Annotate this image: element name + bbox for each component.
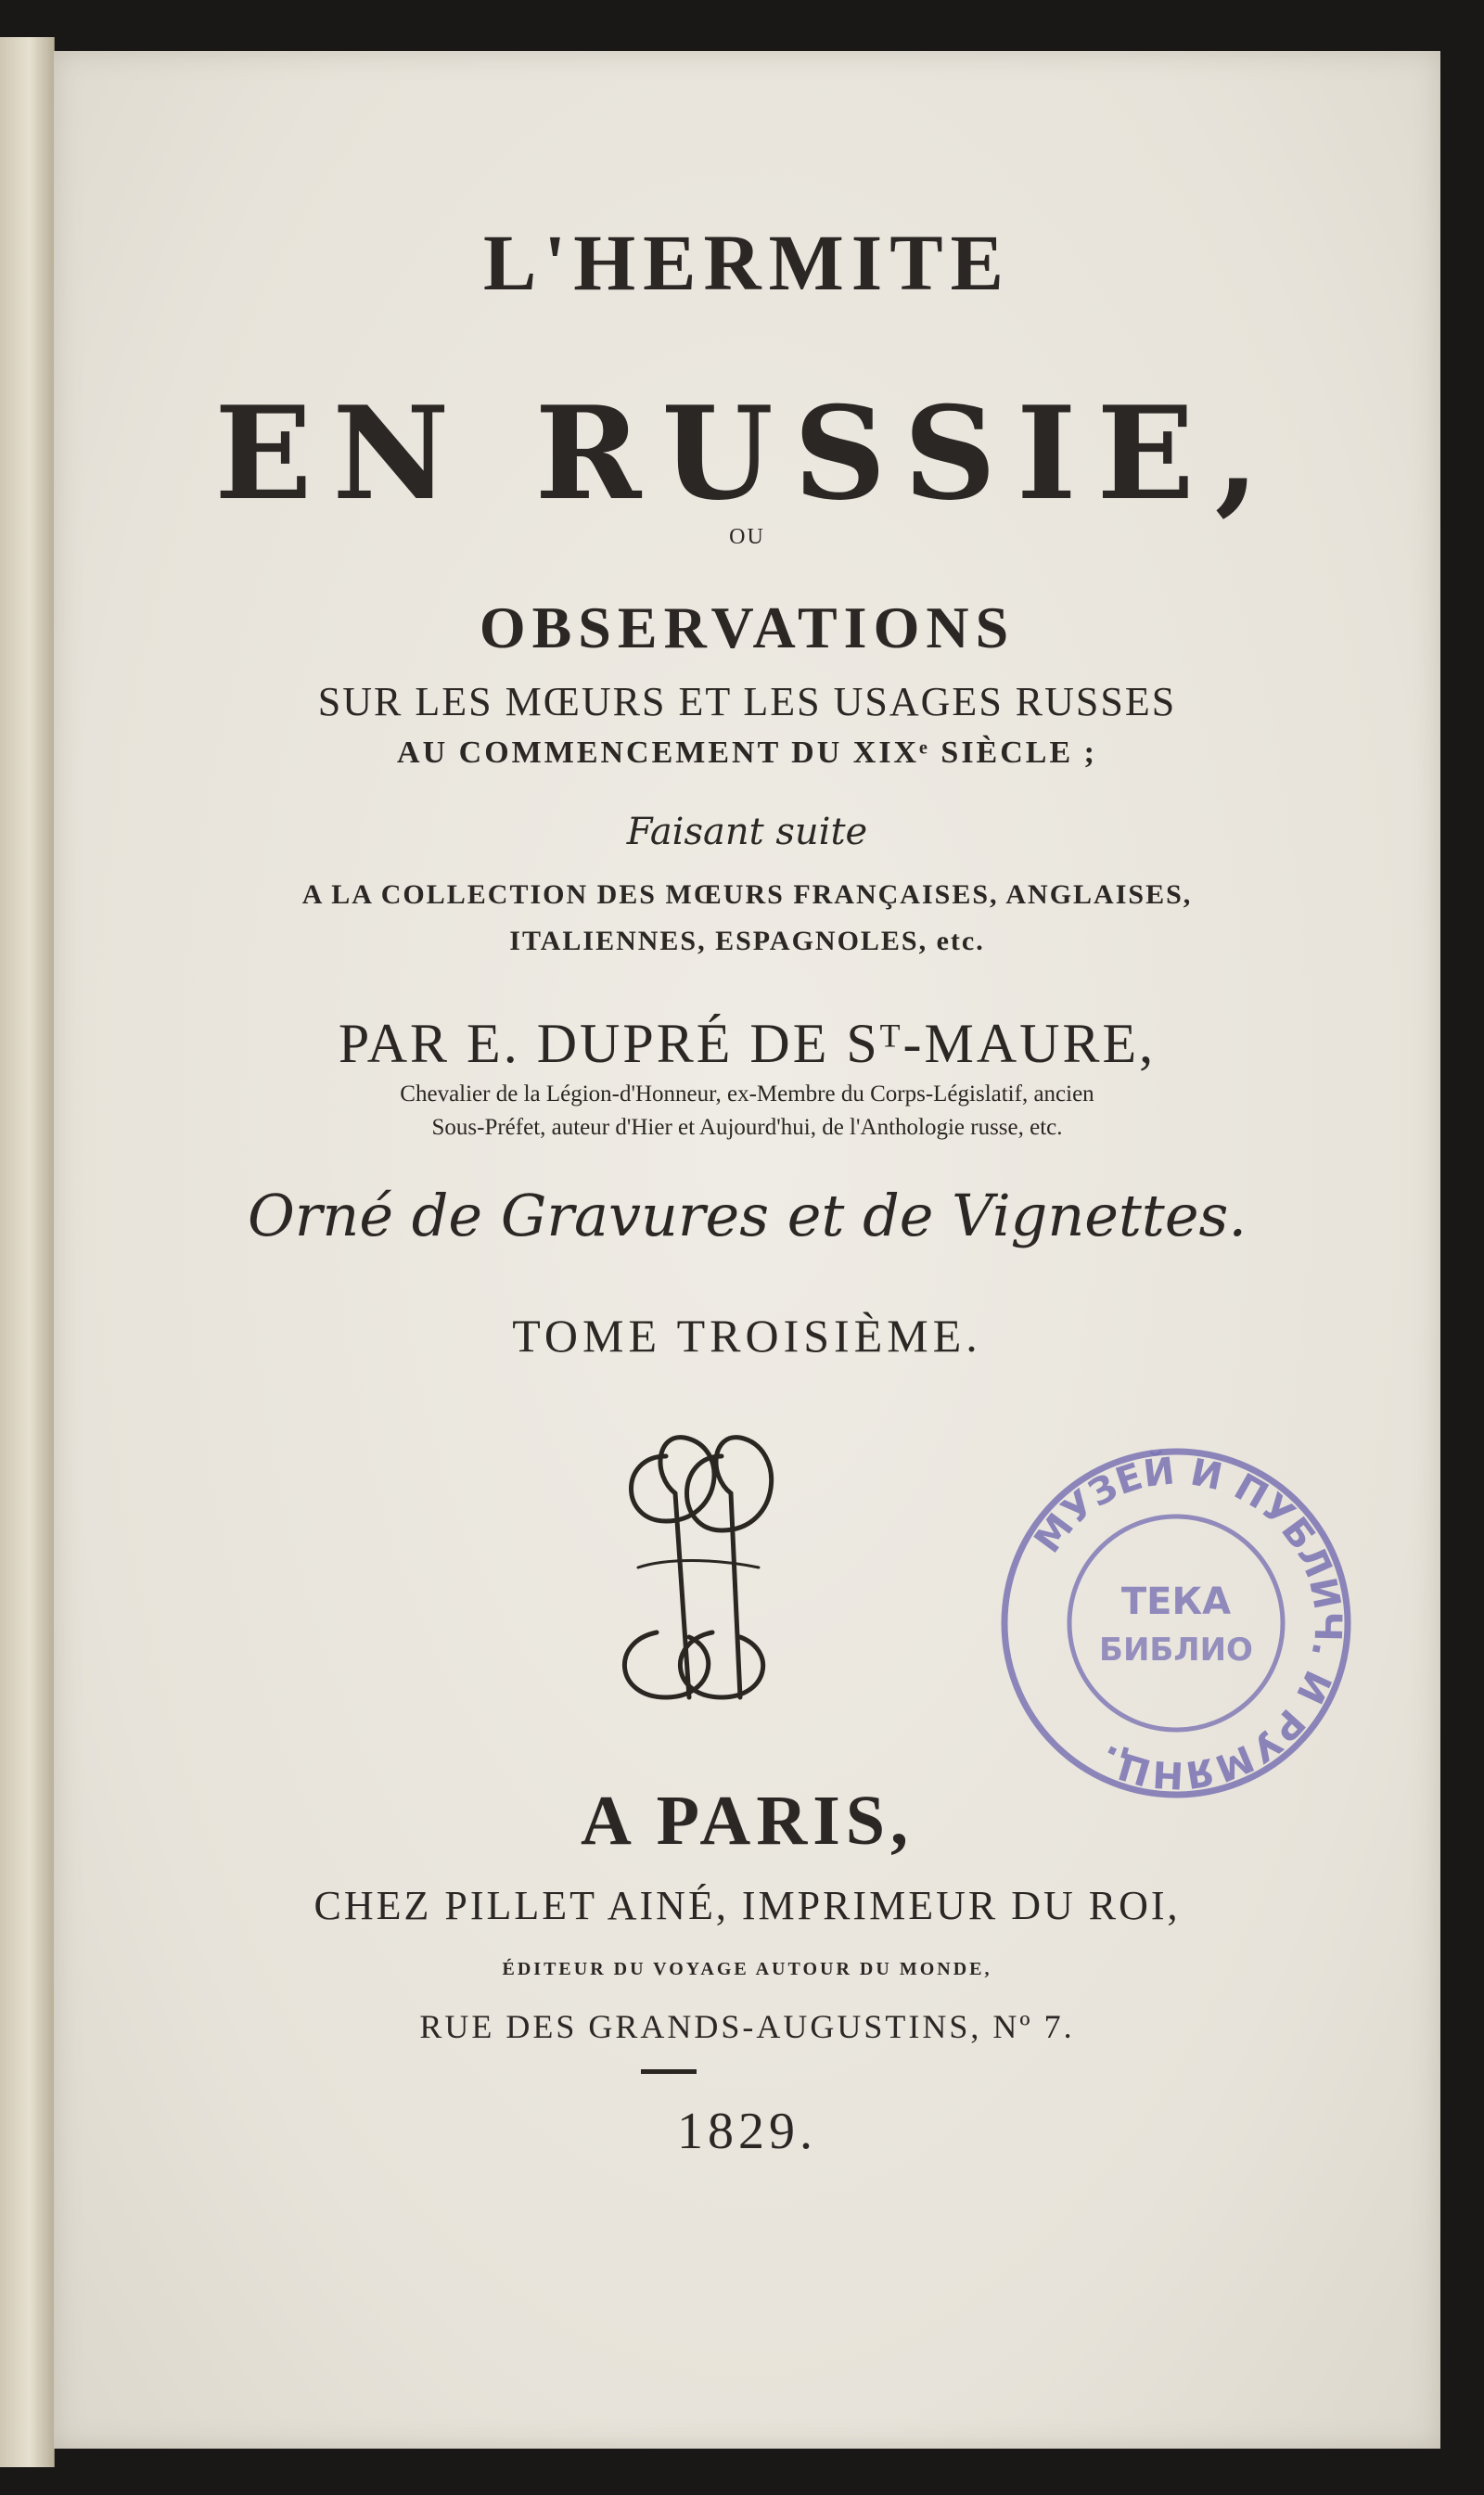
imprint-address: RUE DES GRANDS-AUGUSTINS, Nº 7. [419,2008,1075,2045]
title-line-hermite: L'HERMITE [483,218,1011,307]
subtitle-line-century: AU COMMENCEMENT DU XIXᵉ SIÈCLE ; [397,736,1097,770]
book-spine [0,37,55,2467]
subtitle-observations: OBSERVATIONS [479,595,1016,660]
title-line-russie: EN RUSSIE, [214,377,1280,529]
author-description-2: Sous-Préfet, auteur d'Hier et Aujourd'hui, de l'Anthologie russe, etc. [431,1115,1063,1140]
stamp-ring-text: МУЗЕЙ И ПУБЛИЧ. И РУМЯНЦ. [1026,1450,1350,1797]
collection-line-2: ITALIENNES, ESPAGNOLES, etc. [509,926,985,956]
author-description-1: Chevalier de la Légion-d'Honneur, ex-Membre du Corps-Législatif, ancien [400,1081,1094,1107]
stamp-center-line-2: БИБЛИО [1099,1631,1253,1669]
publisher-monogram-icon [601,1419,796,1716]
title-page [54,51,1440,2449]
volume-line: TOME TROISIÈME. [512,1310,982,1362]
author-line: PAR E. DUPRÉ DE Sᵀ-MAURE, [338,1013,1157,1074]
subtitle-line-moeurs: SUR LES MŒURS ET LES USAGES RUSSES [317,679,1177,724]
ornament-line: Orné de Gravures et de Vignettes. [247,1182,1247,1249]
imprint-divider [641,2069,697,2074]
imprint-year: 1829. [677,2103,817,2160]
faisant-suite-line: Faisant suite [626,811,868,853]
collection-line-1: A LA COLLECTION DES MŒURS FRANÇAISES, ANGLAISES, [301,879,1193,910]
imprint-place: A PARIS, [580,1782,915,1860]
imprint-publisher: CHEZ PILLET AINÉ, IMPRIMEUR DU ROI, [313,1883,1181,1928]
title-conjunction: OU [729,525,765,549]
stamp-center-line-1: ТЕКА [1120,1580,1232,1623]
library-stamp-icon [995,1442,1357,1804]
imprint-publisher-note: ÉDITEUR DU VOYAGE AUTOUR DU MONDE, [502,1959,992,1979]
